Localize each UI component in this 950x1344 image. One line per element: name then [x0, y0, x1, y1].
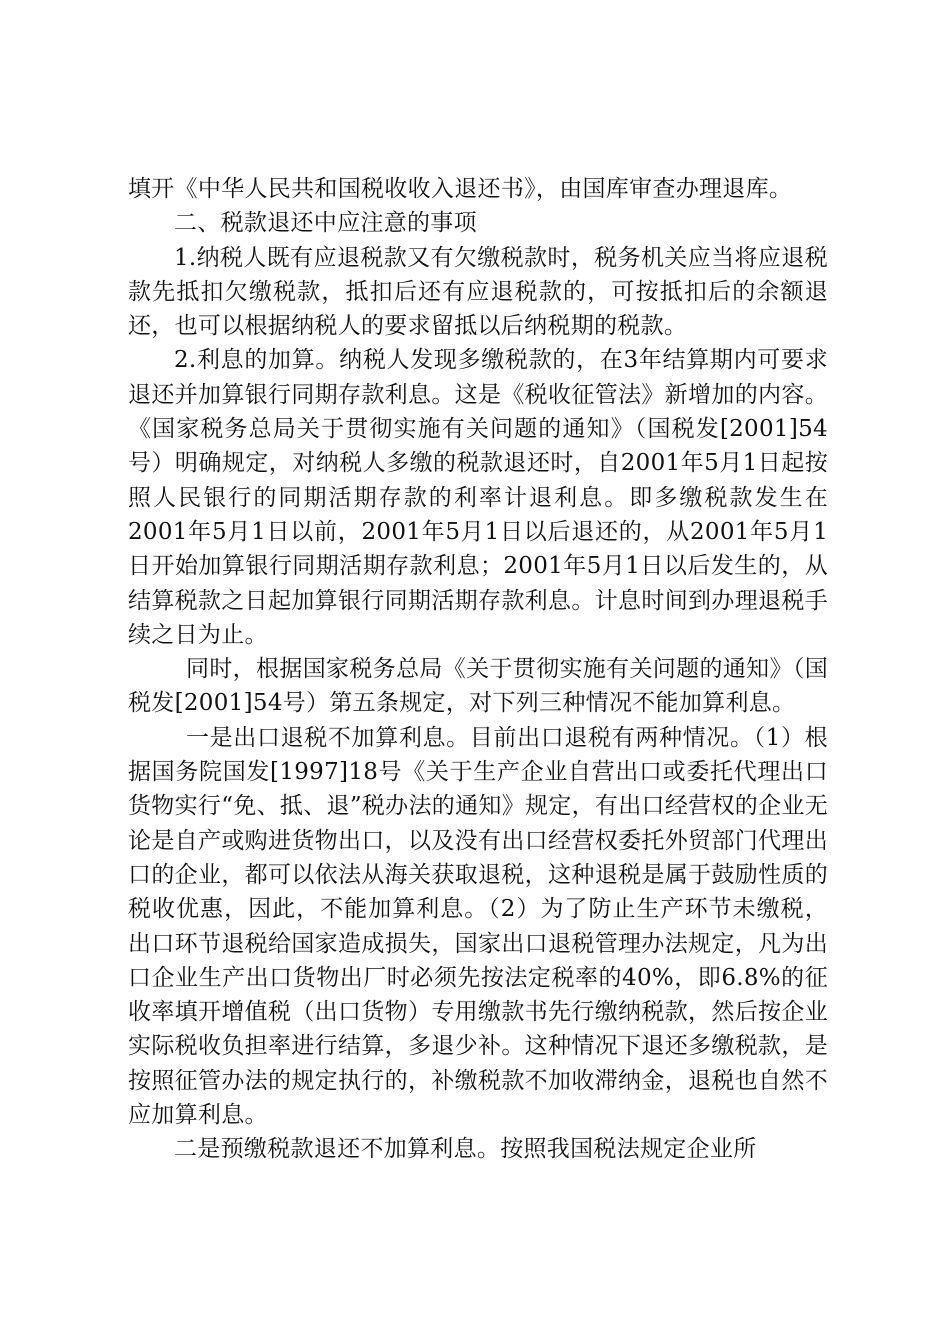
paragraph-item-1: 1.纳税人既有应退税款又有欠缴税款时，税务机关应当将应退税款先抵扣欠缴税款，抵扣后还有应退税款的，可按抵扣后的余额退还，也可以根据纳税人的要求留抵以后纳税期的税款。	[128, 244, 828, 340]
section-heading: 二、税款退还中应注意的事项	[174, 210, 477, 237]
document-body	[128, 172, 828, 1167]
paragraph-case-1: 一是出口退税不加算利息。目前出口退税有两种情况。（1）根据国务院国发[1997]18号《关于生产企业自营出口或委托代理出口货物实行“免、抵、退”税办法的通知》规定，有出口经营权的企业无论是自产或购进货物出口，以及没有出口经营权委托外贸部门代理出口的企业，都可以依法从海关获取退税，这种退税是属于鼓励性质的税收优惠，因此，不能加算利息。（2）为了防止生产环节未缴税，出口环节退税给国家造成损失，国家出口退税管理办法规定，凡为出口企业生产出口货物出厂时必须先按法定税率的40%，即6.8%的征收率填开增值税（出口货物）专用缴款书先行缴纳税款，然后按企业实际税收负担率进行结算，多退少补。这种情况下退还多缴税款，是按照征管办法的规定执行的，补缴税款不加收滞纳金，退税也自然不应加算利息。	[128, 724, 828, 1129]
paragraph-continuation: 填开《中华人民共和国税收收入退还书》，由国库审查办理退库。	[128, 176, 793, 202]
paragraph-item-2: 2.利息的加算。纳税人发现多缴税款的，在3年结算期内可要求退还并加算银行同期存款利息。这是《税收征管法》新增加的内容。《国家税务总局关于贯彻实施有关问题的通知》（国税发[2001]54号）明确规定，对纳税人多缴的税款退还时，自2001年5月1日起按照人民银行的同期活期存款的利率计退利息。即多缴税款发生在2001年5月1日以前，2001年5月1日以后退还的，从2001年5月1日开始加算银行同期活期存款利息；2001年5月1日以后发生的，从结算税款之日起加算银行同期活期存款利息。计息时间到办理退税手续之日为止。	[128, 347, 828, 648]
paragraph-case-2: 二是预缴税款退还不加算利息。按照我国税法规定企业所	[174, 1136, 757, 1163]
paragraph-notice: 同时，根据国家税务总局《关于贯彻实施有关问题的通知》（国税发[2001]54号）第五条规定，对下列三种情况不能加算利息。	[128, 656, 828, 717]
